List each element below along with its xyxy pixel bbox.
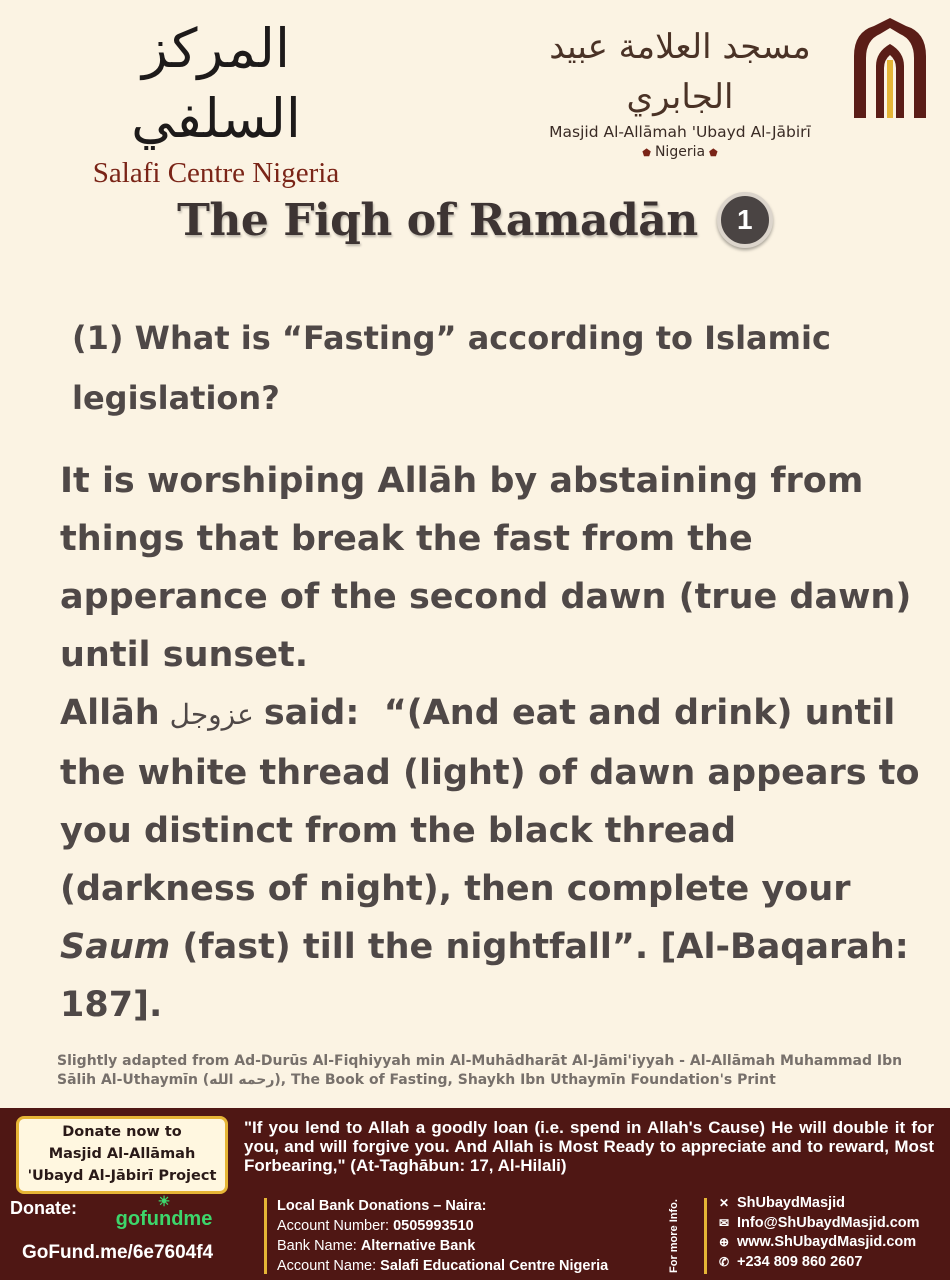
divider [704,1198,707,1274]
whatsapp-icon: ✆ [719,1254,730,1269]
bank-heading: Local Bank Donations – Naira: [277,1198,487,1214]
bank-name-row: Bank Name: Alternative Bank [277,1238,476,1254]
donation-footer [0,1108,950,1280]
bank-name: Alternative Bank [360,1238,476,1254]
masjid-logo [515,22,845,164]
contact-list [719,1194,944,1272]
source-text-part2: ), The Book of Fasting, Shaykh Ibn Uthaymīn Foundation's Print [274,1072,776,1088]
contact-x[interactable]: ✕ ShUbaydMasjid [719,1194,944,1214]
part-number-badge: 1 [717,192,773,248]
more-info-label: For more Info. [668,1199,680,1273]
contact-whatsapp[interactable]: ✆ +234 809 860 2607 [719,1253,944,1273]
account-number-row: Account Number: 0505993510 [277,1218,474,1234]
email-icon: ✉ [719,1215,730,1230]
mosque-arch-icon [850,18,930,118]
pentagon-icon: ⬟ [709,148,718,159]
donate-line-2: Masjid Al-Allāmah [48,1146,196,1162]
logo-arabic-text: المركز السلفي [131,17,301,150]
source-citation [57,1052,907,1090]
gofundme-wordmark: gofundme [115,1208,213,1230]
quran-quote: "If you lend to Allah a goodly loan (i.e. spend in Allah's Cause) He will double it for you, and will forgive you. And Allah is Most Ready to appreciate and to reward, Most Forbearing," (At-Taghābun: 17, Al-Hilali) [244,1118,934,1175]
quran-verse [60,684,920,1034]
masjid-english-text: Masjid Al-Allāmah 'Ubayd Al-Jābirī [549,123,811,141]
title-row [0,192,950,248]
verse-italic-term: Saum [60,927,171,967]
page-title: The Fiqh of Ramadān [177,194,698,246]
contact-website[interactable]: ⊕ www.ShUbaydMasjid.com [719,1233,944,1253]
divider [264,1198,267,1274]
verse-said: said: [263,693,360,733]
logo-english-text: Salafi Centre Nigeria [92,157,340,189]
account-name-row: Account Name: Salafi Educational Centre Nigeria [277,1258,609,1274]
source-text-part1: Slightly adapted from Ad-Durūs Al-Fiqhiyyah min Al-Muhādharāt Al-Jāmi'iyyah - Al-Allāmah Muhammad Ibn Sālih Al-Uthaymīn ( [57,1053,903,1088]
contact-email[interactable]: ✉ Info@ShUbaydMasjid.com [719,1214,944,1234]
gofundme-link[interactable]: GoFund.me/6e7604f4 [22,1242,214,1263]
question-heading: (1) What is “Fasting” according to Islamic legislation? [72,319,831,417]
pentagon-icon: ⬟ [642,148,651,159]
salafi-centre-logo [66,14,366,190]
source-arabic: رحمه الله [209,1072,275,1088]
masjid-location: ⬟ Nigeria ⬟ [515,142,845,164]
verse-text-part2: (fast) till the nightfall”. [Al-Baqarah: 187]. [60,927,909,1025]
donate-label: Donate: [10,1198,77,1218]
verse-lead: Allāh [60,693,160,733]
donate-line-3: 'Ubayd Al-Jābirī Project [27,1168,217,1184]
globe-icon: ⊕ [719,1235,730,1249]
account-name: Salafi Educational Centre Nigeria [380,1258,609,1274]
bank-details [277,1196,677,1276]
donate-line-1: Donate now to [62,1124,182,1140]
masjid-arabic-text: مسجد العلامة عبيد الجابري [549,27,811,117]
sun-icon: ☀ [157,1193,171,1209]
account-number: 0505993510 [393,1218,474,1234]
verse-text-part1: “(And eat and drink) until the white thread (light) of dawn appears to you distinct from the black thread (darkness of night), then complete your [60,693,920,909]
x-icon: ✕ [719,1196,730,1210]
answer-text: It is worshiping Allāh by abstaining from things that break the fast from the apperance of the second dawn (true dawn) until sunset. [60,461,912,675]
donate-now-box [16,1116,228,1194]
gofundme-logo [104,1194,224,1231]
honorific-calligraphy: عزوجل [169,698,254,731]
